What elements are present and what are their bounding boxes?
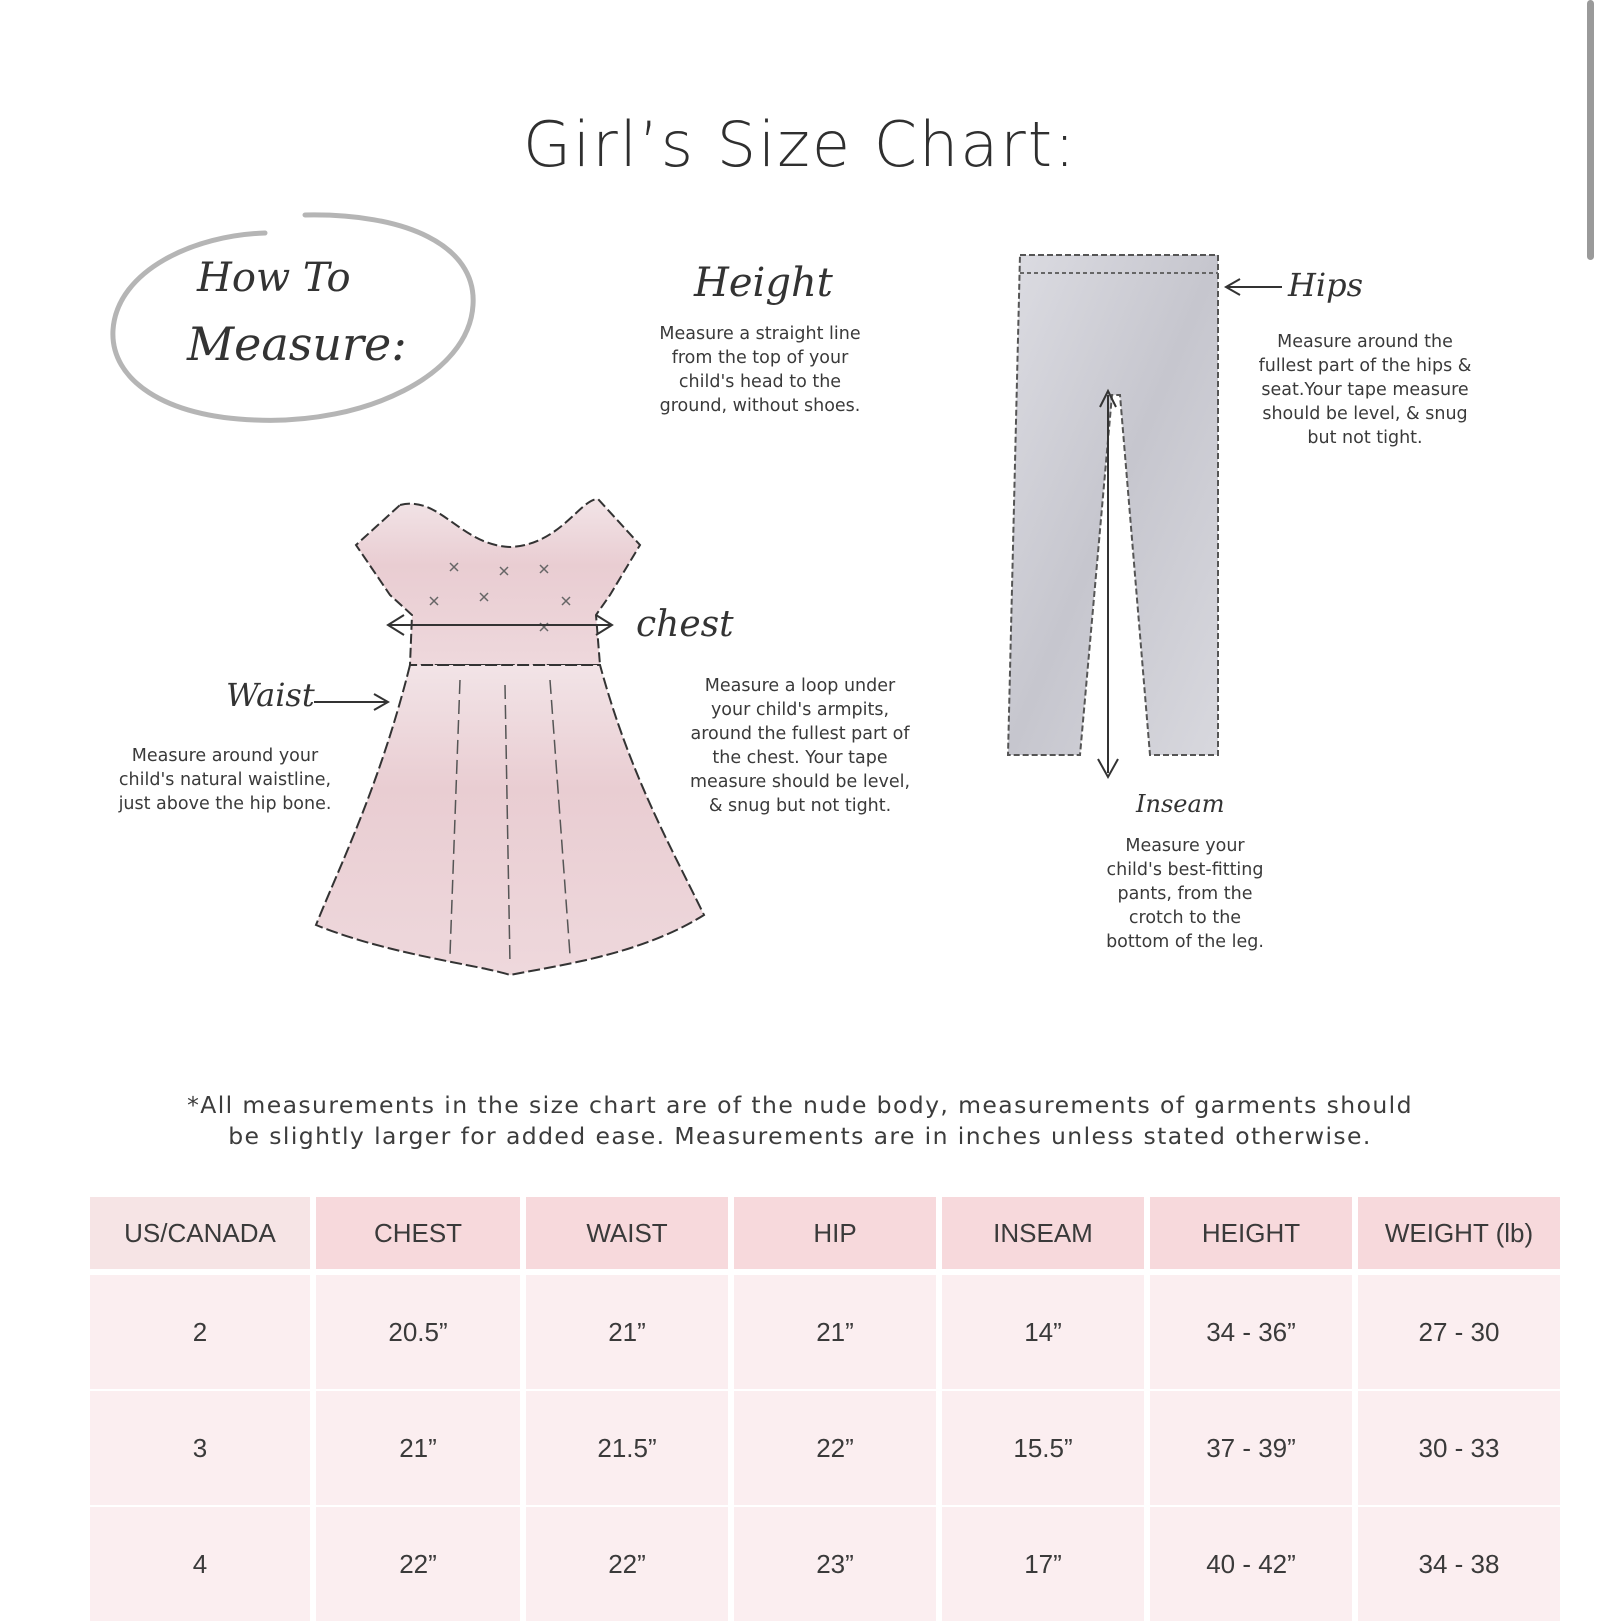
column-header-size: US/CANADA bbox=[90, 1197, 316, 1269]
table-cell: 2 bbox=[90, 1269, 316, 1389]
hips-note bbox=[1240, 330, 1490, 450]
column-header-chest: CHEST bbox=[316, 1197, 526, 1269]
waist-note bbox=[100, 744, 350, 816]
table-cell: 3 bbox=[90, 1389, 316, 1505]
inseam-note-line: pants, from the bbox=[1117, 884, 1253, 904]
hips-note-line: but not tight. bbox=[1307, 428, 1423, 448]
pants-illustration bbox=[1000, 245, 1340, 805]
table-cell: 34 - 36” bbox=[1150, 1269, 1358, 1389]
inseam-note-line: child's best-fitting bbox=[1106, 860, 1264, 880]
inseam-note bbox=[1080, 834, 1290, 954]
page-title: Girl’s Size Chart: bbox=[523, 108, 1077, 181]
height-note-line: ground, without shoes. bbox=[659, 396, 861, 416]
waist-label: Waist bbox=[226, 676, 315, 714]
chest-label: chest bbox=[636, 604, 734, 645]
column-header-hip: HIP bbox=[734, 1197, 942, 1269]
chest-note-line: around the fullest part of bbox=[690, 724, 910, 744]
hips-note-line: seat.Your tape measure bbox=[1261, 380, 1469, 400]
table-cell: 21.5” bbox=[526, 1389, 734, 1505]
inseam-note-line: Measure your bbox=[1125, 836, 1245, 856]
height-label: Height bbox=[694, 260, 833, 306]
table-cell: 37 - 39” bbox=[1150, 1389, 1358, 1505]
height-note-line: Measure a straight line bbox=[659, 324, 861, 344]
chest-note-line: & snug but not tight. bbox=[708, 796, 892, 816]
size-table bbox=[90, 1197, 1560, 1621]
table-cell: 22” bbox=[526, 1505, 734, 1621]
how-to-measure-line2: Measure: bbox=[187, 317, 407, 371]
table-row bbox=[90, 1389, 1560, 1505]
table-cell: 15.5” bbox=[942, 1389, 1150, 1505]
height-note bbox=[615, 322, 905, 418]
column-header-waist: WAIST bbox=[526, 1197, 734, 1269]
how-to-measure-line1: How To bbox=[197, 255, 351, 301]
table-cell: 21” bbox=[734, 1269, 942, 1389]
table-row bbox=[90, 1269, 1560, 1389]
chest-note-line: the chest. Your tape bbox=[712, 748, 888, 768]
table-cell: 20.5” bbox=[316, 1269, 526, 1389]
hips-note-line: fullest part of the hips & bbox=[1258, 356, 1472, 376]
waist-arrow-icon bbox=[312, 690, 392, 714]
table-cell: 22” bbox=[316, 1505, 526, 1621]
waist-note-line: child's natural waistline, bbox=[118, 770, 332, 790]
inseam-label: Inseam bbox=[1136, 790, 1225, 818]
inseam-note-line: crotch to the bbox=[1128, 908, 1242, 928]
chest-note-line: measure should be level, bbox=[689, 772, 911, 792]
table-cell: 27 - 30 bbox=[1358, 1269, 1560, 1389]
table-cell: 14” bbox=[942, 1269, 1150, 1389]
disclaimer-line: *All measurements in the size chart are of the nude body, measurements of garments should bbox=[187, 1091, 1413, 1119]
chest-note bbox=[675, 674, 925, 818]
table-cell: 21” bbox=[316, 1389, 526, 1505]
hips-note-line: should be level, & snug bbox=[1262, 404, 1468, 424]
column-header-inseam: INSEAM bbox=[942, 1197, 1150, 1269]
table-cell: 22” bbox=[734, 1389, 942, 1505]
chest-note-line: Measure a loop under bbox=[704, 676, 896, 696]
column-header-weight: WEIGHT (lb) bbox=[1358, 1197, 1560, 1269]
table-row bbox=[90, 1505, 1560, 1621]
waist-note-line: just above the hip bone. bbox=[118, 794, 332, 814]
table-cell: 23” bbox=[734, 1505, 942, 1621]
table-cell: 21” bbox=[526, 1269, 734, 1389]
table-cell: 34 - 38 bbox=[1358, 1505, 1560, 1621]
height-note-line: child's head to the bbox=[678, 372, 842, 392]
height-note-line: from the top of your bbox=[671, 348, 849, 368]
table-cell: 17” bbox=[942, 1505, 1150, 1621]
table-cell: 30 - 33 bbox=[1358, 1389, 1560, 1505]
table-header-row bbox=[90, 1197, 1560, 1269]
table-cell: 40 - 42” bbox=[1150, 1505, 1358, 1621]
waist-note-line: Measure around your bbox=[131, 746, 319, 766]
how-to-measure-badge bbox=[105, 205, 485, 435]
hips-label: Hips bbox=[1288, 266, 1364, 304]
hips-note-line: Measure around the bbox=[1277, 332, 1453, 352]
disclaimer-line: be slightly larger for added ease. Measurements are in inches unless stated otherwise. bbox=[228, 1122, 1372, 1150]
column-header-height: HEIGHT bbox=[1150, 1197, 1358, 1269]
chest-note-line: your child's armpits, bbox=[710, 700, 890, 720]
table-cell: 4 bbox=[90, 1505, 316, 1621]
inseam-note-line: bottom of the leg. bbox=[1106, 932, 1264, 952]
measurement-disclaimer bbox=[100, 1090, 1500, 1152]
dress-illustration bbox=[300, 485, 720, 1005]
